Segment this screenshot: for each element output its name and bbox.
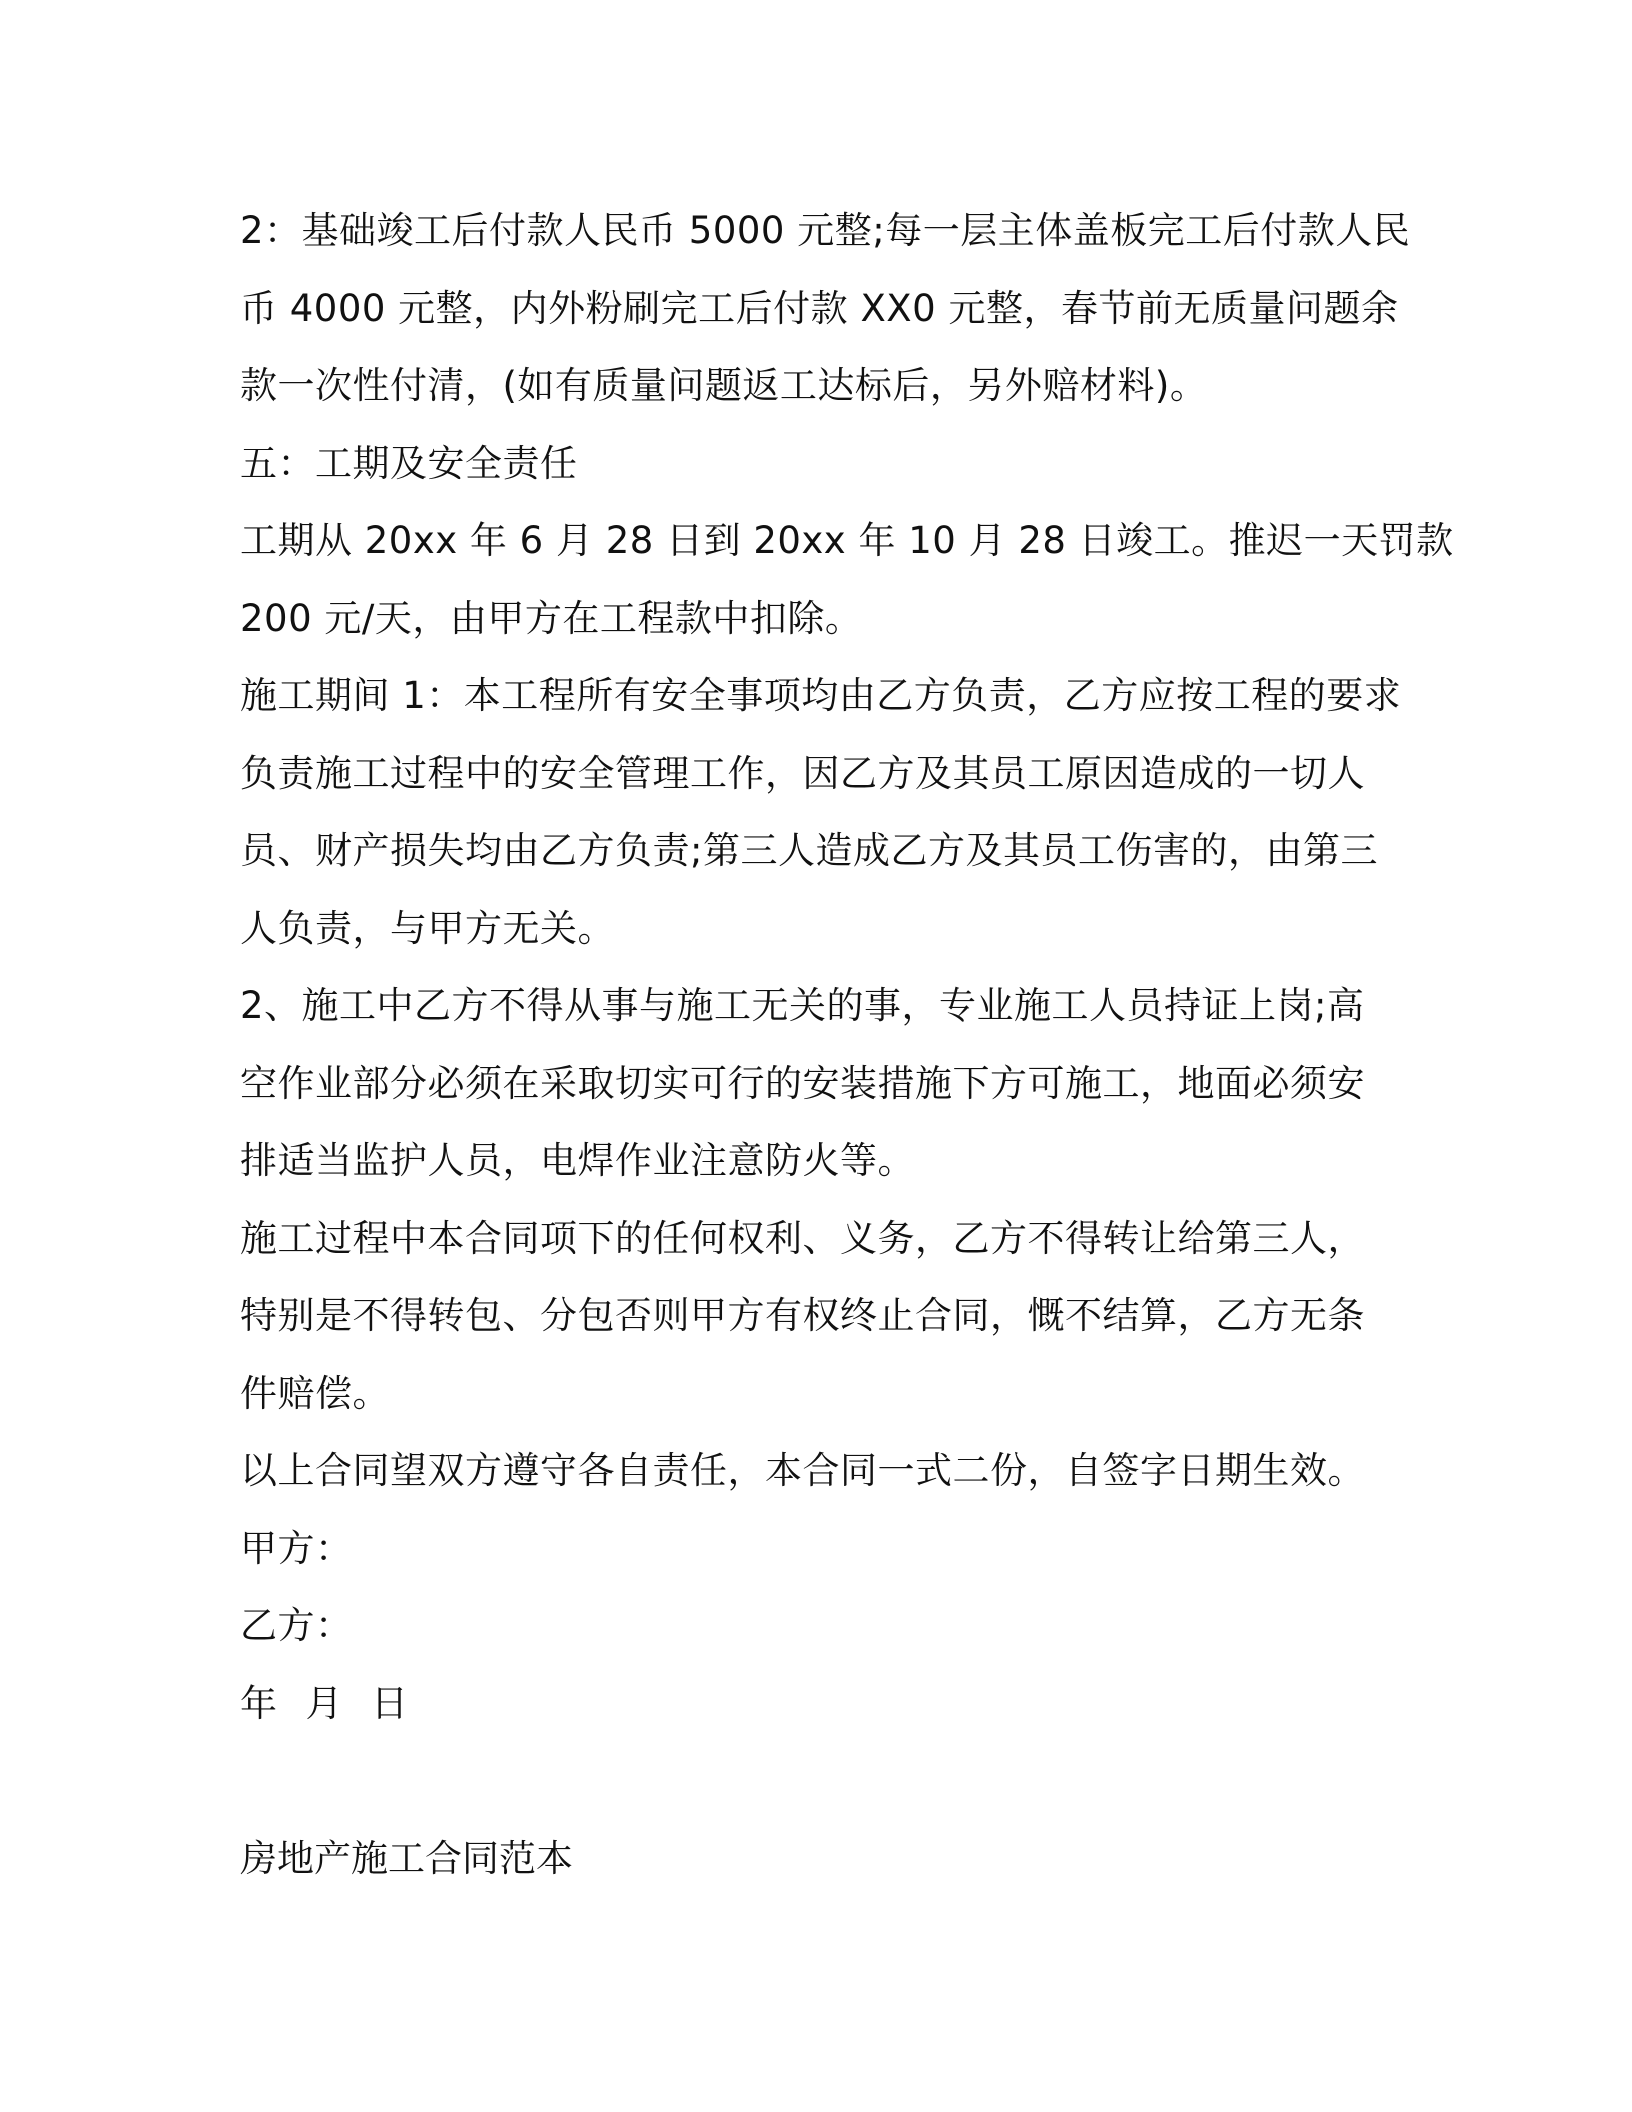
text-line: 特别是不得转包、分包否则甲方有权终止合同，慨不结算，乙方无条: [240, 1294, 1365, 1337]
signature-date: [240, 1665, 1400, 1743]
text-line: 员、财产损失均由乙方负责;第三人造成乙方及其员工伤害的，由第三: [240, 829, 1378, 872]
text-line: 排适当监护人员，电焊作业注意防火等。: [240, 1139, 915, 1182]
text-line: 2：基础竣工后付款人民币 5000 元整;每一层主体盖板完工后付款人民: [240, 209, 1411, 252]
text-line: 2、施工中乙方不得从事与施工无关的事，专业施工人员持证上岗;高: [240, 984, 1365, 1027]
text-line: 施工过程中本合同项下的任何权利、义务，乙方不得转让给第三人，: [240, 1216, 1365, 1260]
document-title: 房地产施工合同范本: [240, 1836, 573, 1880]
text-line: 工期从 20xx 年 6 月 28 日到 20xx 年 10 月 28 日竣工。推迟一天罚款: [240, 519, 1454, 562]
text-line: 币 4000 元整，内外粉刷完工后付款 XX0 元整，春节前无质量问题余: [240, 286, 1399, 330]
party-a-label: 甲方：: [240, 1526, 353, 1570]
text-line: 人负责，与甲方无关。: [240, 906, 615, 950]
date-year: 年: [240, 1681, 278, 1725]
date-day: 日: [371, 1681, 409, 1725]
text-line: 以上合同望双方遵守各自责任，本合同一式二份，自签字日期生效。: [240, 1449, 1365, 1492]
date-month: 月: [305, 1681, 343, 1725]
party-b-label: 乙方：: [240, 1604, 353, 1647]
text-line: 款一次性付清，(如有质量问题返工达标后，另外赔材料)。: [240, 364, 1208, 407]
document-page: [240, 192, 1454, 1897]
text-line: 空作业部分必须在采取切实可行的安装措施下方可施工，地面必须安: [240, 1061, 1365, 1105]
text-line: 件赔偿。: [240, 1371, 390, 1415]
text-line: 负责施工过程中的安全管理工作，因乙方及其员工原因造成的一切人: [240, 751, 1365, 795]
text-line: 施工期间 1：本工程所有安全事项均由乙方负责，乙方应按工程的要求: [240, 674, 1402, 717]
text-line: 200 元/天，由甲方在工程款中扣除。: [240, 596, 863, 640]
section-heading: 五：工期及安全责任: [240, 441, 578, 485]
